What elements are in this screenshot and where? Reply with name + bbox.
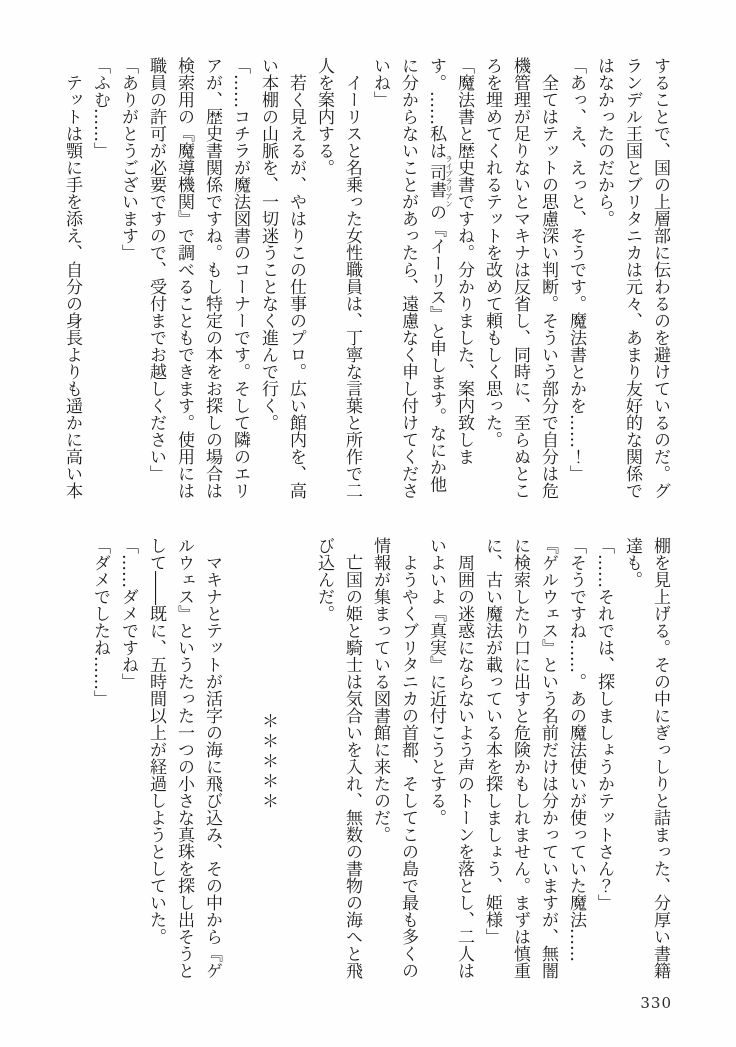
paragraph: 「そうですね……。あの魔法使いが使っていた魔法……『ゲルウェス』という名前だけは分かっていますが、無闇に検索したり口に出すと危険かもしれません。まずは慎重に、古い魔法が載っている本を探しましょう、姫様」: [482, 537, 586, 979]
paragraph: 「魔法書と歴史書ですね。分かりました、案内致します。……私は司書ライブラリアンの『イーリス』と申します。なにか他に分からないことがあったら、遠慮なく申し付けてくださいね」: [370, 57, 474, 499]
paragraph: マキナとテットが活字の海に飛び込み、その中から『ゲルウェス』というたった一つの小さな真珠を探し出そうとして――既に、五時間以上が経過しようとしていた。: [146, 537, 222, 979]
paragraph: ようやくブリタニカの首都、そしてこの島で最も多くの情報が集まっている図書館に来たのだ。: [370, 537, 418, 979]
ruby-annotated-word: 司書ライブラリアン: [426, 155, 454, 208]
paragraph: 「ふむ……」: [90, 57, 110, 159]
paragraph: 「……コチラが魔法図書のコーナーです。そして隣のエリアが、歴史書関係ですね。もし特定の本をお探しの場合は検索用の『魔導機関』で調べることもできます。使用には職員の許可が必要ですので、受付までお越しください」: [146, 57, 250, 499]
paragraph: することで、国の上層部に伝わるのを避けているのだ。グランデル王国とブリタニカは元々、あまり友好的な関係ではなかったのだから。: [594, 57, 670, 499]
paragraph: 「……それでは、探しましょうかテットさん？」: [594, 537, 614, 911]
paragraph: 周囲の迷惑にならないよう声のトーンを落とし、二人はいよいよ『真実』に近付こうとする。: [426, 537, 474, 979]
top-text-block: [58, 57, 674, 507]
paragraph: 「ダメでしたね……」: [90, 537, 110, 707]
paragraph: イーリスと名乗った女性職員は、丁寧な言葉と所作で二人を案内する。: [314, 57, 362, 499]
paragraph: 若く見えるが、やはりこの仕事のプロ。広い館内を、高い本棚の山脈を、一切迷うことなく進んで行く。: [258, 57, 306, 499]
section-separator: ＊＊＊＊＊: [258, 712, 278, 812]
paragraph: 亡国の姫と騎士は気合いを入れ、無数の書物の海へと飛び込んだ。: [314, 537, 362, 979]
paragraph: 「……ダメですね」: [118, 537, 138, 690]
paragraph: 「ありがとうございます」: [118, 57, 138, 261]
paragraph: テットは顎に手を添え、自分の身長よりも遥かに高い本: [62, 57, 82, 499]
page-number: 330: [640, 994, 672, 1012]
paragraph: 「あっ、え、えっと、そうです。魔法書とかを……！」: [566, 57, 586, 482]
paragraph: 全てはテットの思慮深い判断。そういう部分で自分は危機管理が足りないとマキナは反省し、同時に、至らぬところを埋めてくれるテットを改めて頼もしく思った。: [482, 57, 558, 499]
bottom-text-block: [58, 537, 674, 987]
paragraph: 棚を見上げる。その中にぎっしりと詰まった、分厚い書籍達も。: [622, 537, 670, 979]
